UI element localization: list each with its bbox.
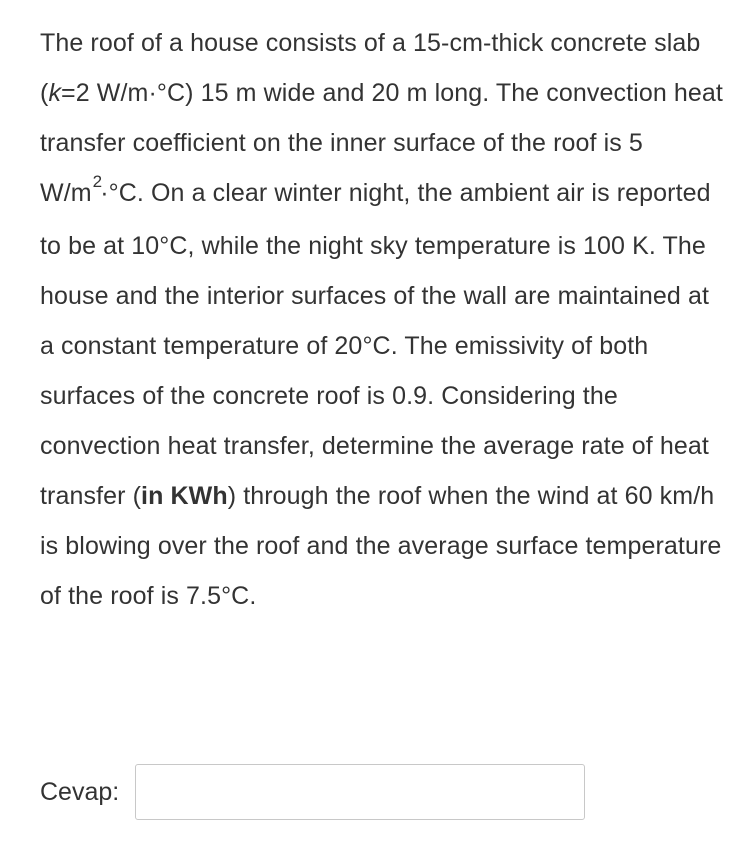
- conductivity-symbol: k: [48, 79, 62, 107]
- question-text-part-2: =2 W/m·°C) 15 m wide and 20 m long. The convection heat transfer coefficient on the inner surface of the roof is 5 W/m: [40, 79, 723, 207]
- answer-input[interactable]: [135, 764, 585, 820]
- answer-units-emphasis: in KWh: [141, 482, 228, 510]
- answer-row: [40, 763, 585, 821]
- question-text-part-4: ) through the roof when the wind at 60 km/h is blowing over the roof and the average surface temperature of the roof is 7.5°C.: [40, 482, 722, 610]
- question-text-part-1: The roof of a house consists of a 15-cm-thick concrete slab (: [40, 29, 701, 107]
- question-text-part-3: ·°C. On a clear winter night, the ambient air is reported to be at 10°C, while the night sky temperature is 100 K. The house and the interior surfaces of the wall are maintained at a constant temperature of 20°C. The emissivity of both surfaces of the concrete roof is 0.9. Considering the convection heat transfer, determine the average rate of heat transfer (: [40, 179, 711, 510]
- question-text: [40, 18, 730, 621]
- answer-label: Cevap:: [40, 777, 120, 806]
- area-exponent: 2: [92, 172, 103, 191]
